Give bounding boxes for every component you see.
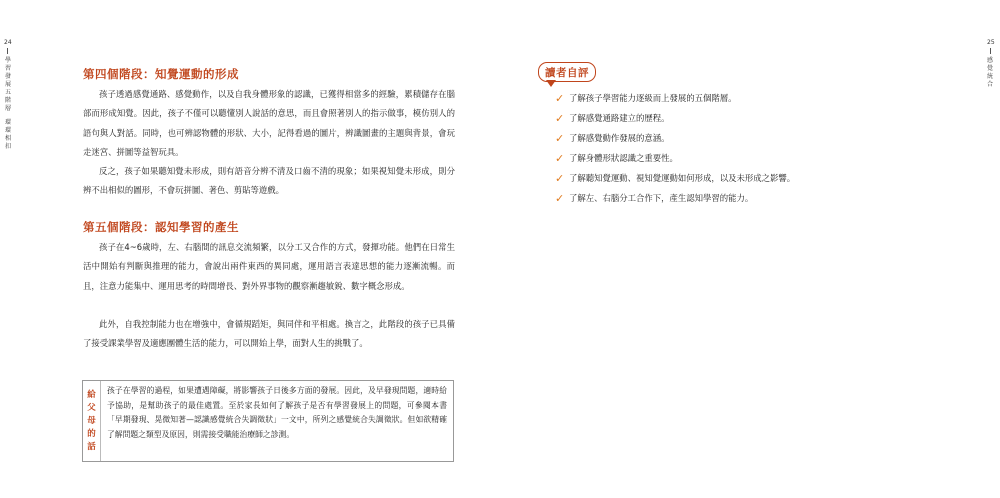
- section-4-title: 第四個階段：知覺運動的形成: [83, 67, 239, 81]
- check-icon: ✓: [555, 151, 565, 165]
- section-5-title: 第五個階段：認知學習的產生: [83, 220, 239, 234]
- section-5-paragraph: 此外，自我控制能力也在增強中，會循規蹈矩，與同伴和平相處。換言之，此階段的孩子已具備了接受課業學習及適應團體生活的能力，可以開始上學，面對人生的挑戰了。: [83, 319, 455, 349]
- list-item: [555, 88, 795, 108]
- badge-pointer: [546, 80, 556, 87]
- parent-tip-label-char: 的: [87, 428, 96, 439]
- check-icon: ✓: [555, 191, 565, 205]
- parent-tip-label-char: 給: [87, 389, 96, 400]
- check-icon: ✓: [555, 171, 565, 185]
- self-check-list: [555, 88, 795, 208]
- self-check-item: 了解聽知覺運動、視知覺運動如何形成，以及未形成之影響。: [569, 173, 796, 183]
- self-check-badge: 讀者自評: [538, 62, 596, 82]
- parent-tip-text: 孩子在學習的過程，如果遭遇障礙，將影響孩子日後多方面的發展。因此，及早發現問題，適時給予協助，是幫助孩子的最佳處置。至於家長如何了解孩子是否有學習發展上的問題，可參閱本書「早期發現、晃微知著—認識感覺統合失調徵狀」一文中，所列之感覺統合失調徵狀。但如欲精確了解問題之類型及原因，則需接受職能治療師之診測。: [107, 386, 447, 439]
- check-icon: ✓: [555, 131, 565, 145]
- list-item: [555, 108, 795, 128]
- section-4-paragraph: 孩子透過感覺通路、感覺動作，以及自我身體形象的認識，已獲得相當多的經驗，累積儲存在腦部而形成知覺。因此，孩子不僅可以聽懂別人說話的意思，而且會照著別人的指示做事，模仿別人的語句與人對話。同時，也可辨認物體的形狀、大小，記得看過的圖片，辨識圖畫的主題與背景，會玩走迷宮、拼圖等益智玩具。: [83, 89, 455, 157]
- section-5-paragraph: 孩子在4~6歲時，左、右腦間的訊息交流頻繁，以分工又合作的方式，發揮功能。他們在日常生活中開始有判斷與推理的能力，會說出兩件東西的異同處，運用語言表達思想的能力逐漸流暢。而且，注意力能集中、運用思考的時間增長、對外界事物的觀察漸趨敏銳、數字概念形成。: [83, 242, 455, 291]
- self-check-item: 了解孩子學習能力逐級而上發展的五個階層。: [569, 93, 737, 103]
- list-item: [555, 188, 795, 208]
- page-number-left: 24: [4, 39, 12, 46]
- parent-tip-label-char: 母: [87, 415, 96, 426]
- self-check-item: 了解感覺動作發展的意涵。: [569, 133, 670, 143]
- running-head-right: 感 覺 統 合: [986, 57, 993, 88]
- self-check-item: 了解感覺通路建立的歷程。: [569, 113, 670, 123]
- list-item: [555, 148, 795, 168]
- parent-tip-box: [82, 380, 454, 462]
- list-item: [555, 128, 795, 148]
- margin-rule: [7, 48, 8, 54]
- margin-rule: [990, 48, 991, 54]
- parent-tip-label: [83, 381, 101, 461]
- page-number-right: 25: [987, 39, 995, 46]
- self-check-item: 了解身體形狀認識之重要性。: [569, 153, 678, 163]
- self-check-item: 了解左、右腦分工合作下，產生認知學習的能力。: [569, 193, 754, 203]
- section-4-paragraph: 反之，孩子如果聽知覺未形成，則有語音分辨不清及口齒不清的現象；如果視知覺未形成，則分辨不出相似的圖形，不會玩拼圖、著色、剪貼等遊戲。: [83, 166, 455, 196]
- check-icon: ✓: [555, 91, 565, 105]
- check-icon: ✓: [555, 111, 565, 125]
- running-head-left: 學 習 發 展 五 階 層 環 環 相 扣: [4, 57, 11, 150]
- list-item: [555, 168, 795, 188]
- parent-tip-label-char: 話: [87, 441, 96, 452]
- parent-tip-label-char: 父: [87, 402, 96, 413]
